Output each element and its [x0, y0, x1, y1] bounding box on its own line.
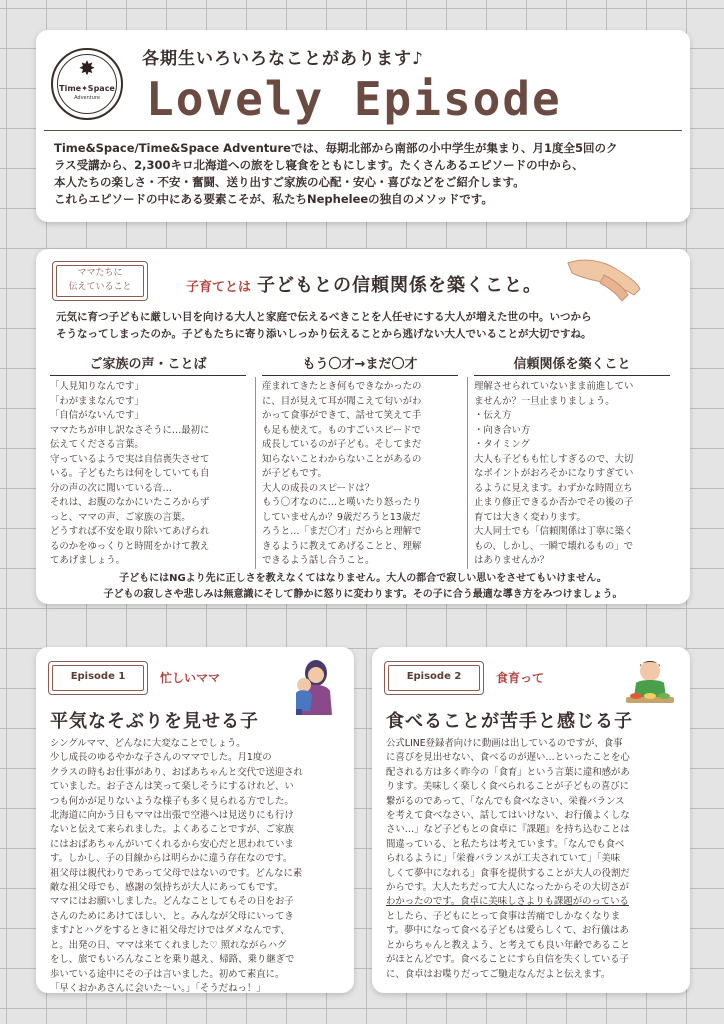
- episode-body: [50, 737, 344, 996]
- column-line: るのかをゆっくりと時間をかけて教え: [50, 540, 210, 552]
- episode-line: 繋がるのであって、「なんでも食べなさい、栄養バランス: [386, 795, 625, 807]
- main-footer: [46, 571, 680, 603]
- episode-line: がほとんどです。食べることにすら自信を失くしている子: [386, 954, 630, 966]
- episode-tag: Episode 1: [48, 661, 148, 695]
- column-line: に、目が見えて耳が聞こえて匂いがわ: [262, 395, 422, 407]
- episode-line: 北海道に向かう日もママは出張で空港へは見送りにも行け: [50, 810, 294, 822]
- mother-hugging-child-icon: [280, 655, 340, 715]
- episode-line: 公式LINE登録者向けに動画は出しているのですが、食事: [386, 738, 623, 749]
- header-divider: [44, 130, 682, 131]
- episode-line: をし、旅でもいろんなことを乗り越え、帰路、乗り継ぎで: [50, 954, 295, 966]
- column-line: いる。子どもたちは何をしていても自: [50, 468, 210, 479]
- column-line: 理解させられていないまま前進してい: [474, 381, 634, 392]
- main-intro-line: そうなってしまったのか。子どもたちに寄り添いしっかり伝えることから逃げない大人でいることが大切ですね。: [56, 328, 592, 340]
- column-line: それは、お腹のなかにいたころからず: [50, 497, 210, 508]
- column-line: てあげましょう。: [50, 555, 126, 566]
- episode-line: 少し成長のゆるやかな子さんのママでした。月1度の: [50, 752, 272, 764]
- intro-line: ラス受講から、2,300キロ北海道への旅をし寝食をともにします。たくさんあるエピソードの中から、: [54, 158, 584, 172]
- column-line: もう〇才なのに…と嘆いたり怒ったり: [262, 497, 422, 508]
- column-line: が子どもです。: [262, 468, 327, 479]
- column-line: どうすれば不安を取り除いてあげられ: [50, 526, 210, 537]
- column-line: していませんか？9歳だろうと13歳だ: [262, 511, 421, 523]
- column-line: っと、ママの声、ご家族の言葉。: [50, 511, 191, 523]
- episode-line: 祖父母は親代わりであって父母ではないのです。どんなに素: [50, 867, 303, 879]
- episode-line: を考えて食べなさい、話してはいけない、お行儀よくしな: [386, 810, 630, 822]
- column-line: ろうと…「まだ〇才」だからと理解で: [262, 526, 422, 537]
- column-line: 大人の成長のスピードは？: [262, 482, 375, 494]
- column-line: 大人も子どもも忙しすぎるので、大切: [474, 453, 634, 465]
- column-line: 産まれてきたとき何もできなかったの: [262, 381, 422, 392]
- column-trust: [474, 353, 670, 569]
- episode-line: としたら、子どもにとって食事は苦痛でしかなくなりま: [386, 910, 621, 922]
- column-line: 知らないことわからないことがあるの: [262, 453, 422, 465]
- column-line: ませんか？一旦止まりましょう。: [474, 395, 615, 407]
- episode-line: られるように」「栄養バランスが工夫されていて」「美味: [386, 853, 621, 865]
- episode-label: 食育って: [496, 671, 545, 685]
- episode-tag: Episode 2: [384, 661, 484, 695]
- footer-line: 子どもの寂しさや悲しみは無意識にそして静かに怒りに変わります。その子に合う最適な導き方をみつけましょう。: [103, 589, 623, 600]
- column-line: 大人同士でも「信頼関係は丁寧に築く: [474, 526, 634, 537]
- column-line: ママたちが申し訳なさそうに…最初に: [50, 424, 210, 436]
- episode-line: 配される方は多く昨今の「食育」という言葉に違和感があ: [386, 766, 630, 778]
- lead-big: 子どもとの信頼関係を築くこと。: [257, 275, 543, 296]
- column-line: 育ては大きく変わります。: [474, 511, 586, 523]
- column-line: ・伝え方: [474, 410, 512, 421]
- episode-title: 平気なそぶりを見せる子: [50, 711, 259, 732]
- episode-label: 忙しいママ: [160, 671, 221, 685]
- column-line: ・向き合い方: [474, 424, 531, 436]
- page-title: Lovely Episode: [146, 72, 562, 126]
- parenting-card: [36, 249, 690, 604]
- column-line: 「人見知りなんです」: [50, 381, 144, 392]
- column-line: 守っているようで実は自信喪失させて: [50, 453, 210, 465]
- episode-line: 「早くおかあさんに会いた〜い。」「そうだねっ！」: [50, 982, 266, 994]
- column-line: 成長しているのが子ども。そしてまだ: [262, 439, 422, 450]
- episode-line: クラスの時もお仕事があり、おばあちゃんと交代で送迎され: [50, 766, 303, 778]
- episode-line-underlined: わかったのです。食卓に美味しさよりも課題がのっている: [386, 896, 629, 908]
- column-line: かって食事ができて、話せて笑えて手: [262, 410, 422, 421]
- column-line: 止まり修正できるか否かでその後の子: [474, 497, 634, 508]
- main-intro: [56, 309, 670, 343]
- episode-card-2: [372, 647, 690, 993]
- star-compass-logo-icon: ✸: [78, 56, 96, 80]
- episode-card-1: [36, 647, 354, 993]
- episode-body: [386, 737, 680, 982]
- episode-line: しくて夢中になれる」食事を提供することが大人の役割だ: [386, 867, 630, 879]
- badge-line: ママたちに: [77, 268, 123, 278]
- holding-hands-icon: [564, 255, 644, 305]
- column-divider: [255, 377, 256, 569]
- footer-line: 子どもにはNGより先に正しさを教えなくてはなりません。大人の都合で寂しい思いをさせてもいけません。: [119, 573, 607, 584]
- episode-line: からです。大人たちだって大人になったからその大切さが: [386, 882, 629, 894]
- logo-text: Time✦Space: [59, 84, 115, 93]
- column-title: 信頼関係を築くこと: [474, 353, 670, 376]
- column-family-voice: [50, 353, 246, 569]
- episode-line: つも何かが足りないような様子も多く見られる方でした。: [50, 795, 294, 807]
- lead-heading: [186, 271, 542, 297]
- column-divider: [467, 377, 468, 569]
- mamas-badge: [52, 261, 148, 301]
- episode-line: に喜びを見出せない、食べるのが遅い…といったことを心: [386, 752, 630, 764]
- child-eating-meal-icon: [620, 655, 680, 715]
- column-line: 分の声の次に聞いている音…: [50, 482, 172, 494]
- episode-line: 歩いている途中にその子は言いました。初めて素直に。: [50, 968, 285, 980]
- episode-line: に、食卓はお喋りだってご馳走なんだよと伝えます。: [386, 968, 611, 980]
- episode-line: ります。美味しく楽しく食べられることが子どもの喜びに: [386, 781, 630, 793]
- episode-line: シングルママ、どんなに大変なことでしょう。: [50, 738, 246, 749]
- intro-line: これらエピソードの中にある要素こそが、私たちNepheleeの独自のメソッドです。: [54, 192, 493, 206]
- badge-line: 伝えていること: [68, 282, 132, 292]
- episode-line: 敵な祖父母でも、感謝の気持ちが大人にあってもです。: [50, 882, 284, 894]
- episode-line: す。しかし、子の目線からは明らかに違う存在なのです。: [50, 853, 293, 865]
- main-intro-line: 元気に育つ子どもに厳しい目を向ける大人と家庭で伝えるべきことを人任せにする大人が増えた世の中。いつから: [56, 311, 592, 323]
- episode-line: す。夢中になって食べる子どもは愛らしくて、お行儀はあ: [386, 925, 629, 937]
- logo-subtext: Adventure: [74, 95, 100, 101]
- column-line: るように見えます。わずかな時間立ち: [474, 482, 633, 494]
- column-line: できるよう話し合うこと。: [262, 555, 375, 566]
- column-body: [474, 380, 670, 569]
- episode-line: ていました。お子さんは笑って楽しそうにするけれど、い: [50, 781, 294, 793]
- episode-line: ます♪とハグをするときに祖父母だけではダメなんです、: [50, 925, 290, 937]
- page-subtitle: 各期生いろいろなことがあります♪: [142, 49, 424, 69]
- header-intro: [54, 140, 676, 208]
- episode-line: ママにはお願いしました。どんなことしてもその日をお子: [50, 896, 294, 908]
- column-line: 「自信がないんです」: [50, 410, 144, 421]
- lead-small: 子育てとは: [186, 280, 252, 295]
- column-line: はありませんか？: [474, 555, 550, 566]
- episode-line: さい…」など子どもとの食卓に『課題』を持ち込むことは: [386, 824, 630, 836]
- column-line: ・タイミング: [474, 439, 530, 450]
- column-title: もう〇才→まだ〇才: [262, 353, 458, 376]
- column-title: ご家族の声・ことば: [50, 353, 246, 376]
- column-line: も足も使えて。ものすごいスピードで: [262, 424, 421, 436]
- column-line: 「わがままなんです」: [50, 395, 144, 407]
- time-space-logo: [51, 48, 123, 120]
- intro-line: 本人たちの楽しさ・不安・奮闘、送り出すご家族の心配・安心・喜びなどをご紹介します。: [54, 175, 525, 189]
- column-line: 伝えてくださる言葉。: [50, 439, 144, 450]
- column-line: もの、しかし、一瞬で壊れるもの」で: [474, 540, 634, 552]
- episode-line: にはおばあちゃんがいてくれるから安心だと思われていま: [50, 838, 294, 850]
- column-line: なポイントがおろそかになりすぎてい: [474, 468, 634, 479]
- intro-line: Time&Space/Time&Space Adventureでは、毎期北部から南部の小中学生が集まり、月1度全5回のク: [54, 141, 618, 155]
- episode-line: とからちゃんと教えよう、と考えても良い年齢であること: [386, 939, 630, 951]
- episode-line: ないと伝えて来られました。よくあることですが、ご家族: [50, 824, 294, 836]
- column-age: [262, 353, 458, 569]
- episode-title: 食べることが苦手と感じる子: [386, 711, 633, 732]
- episode-line: さんのためにあけてほしい、と。みんなが父母にいってき: [50, 910, 294, 922]
- header-card: [36, 30, 690, 222]
- episode-line: 間違っている、と私たちは考えています。「なんでも食べ: [386, 838, 625, 850]
- episode-line: と。出発の日、ママは来てくれました♡ 照れながらハグ: [50, 939, 287, 951]
- column-body: [50, 380, 246, 569]
- column-body: [262, 380, 458, 569]
- column-line: きるように教えてあげることと、理解: [262, 540, 422, 552]
